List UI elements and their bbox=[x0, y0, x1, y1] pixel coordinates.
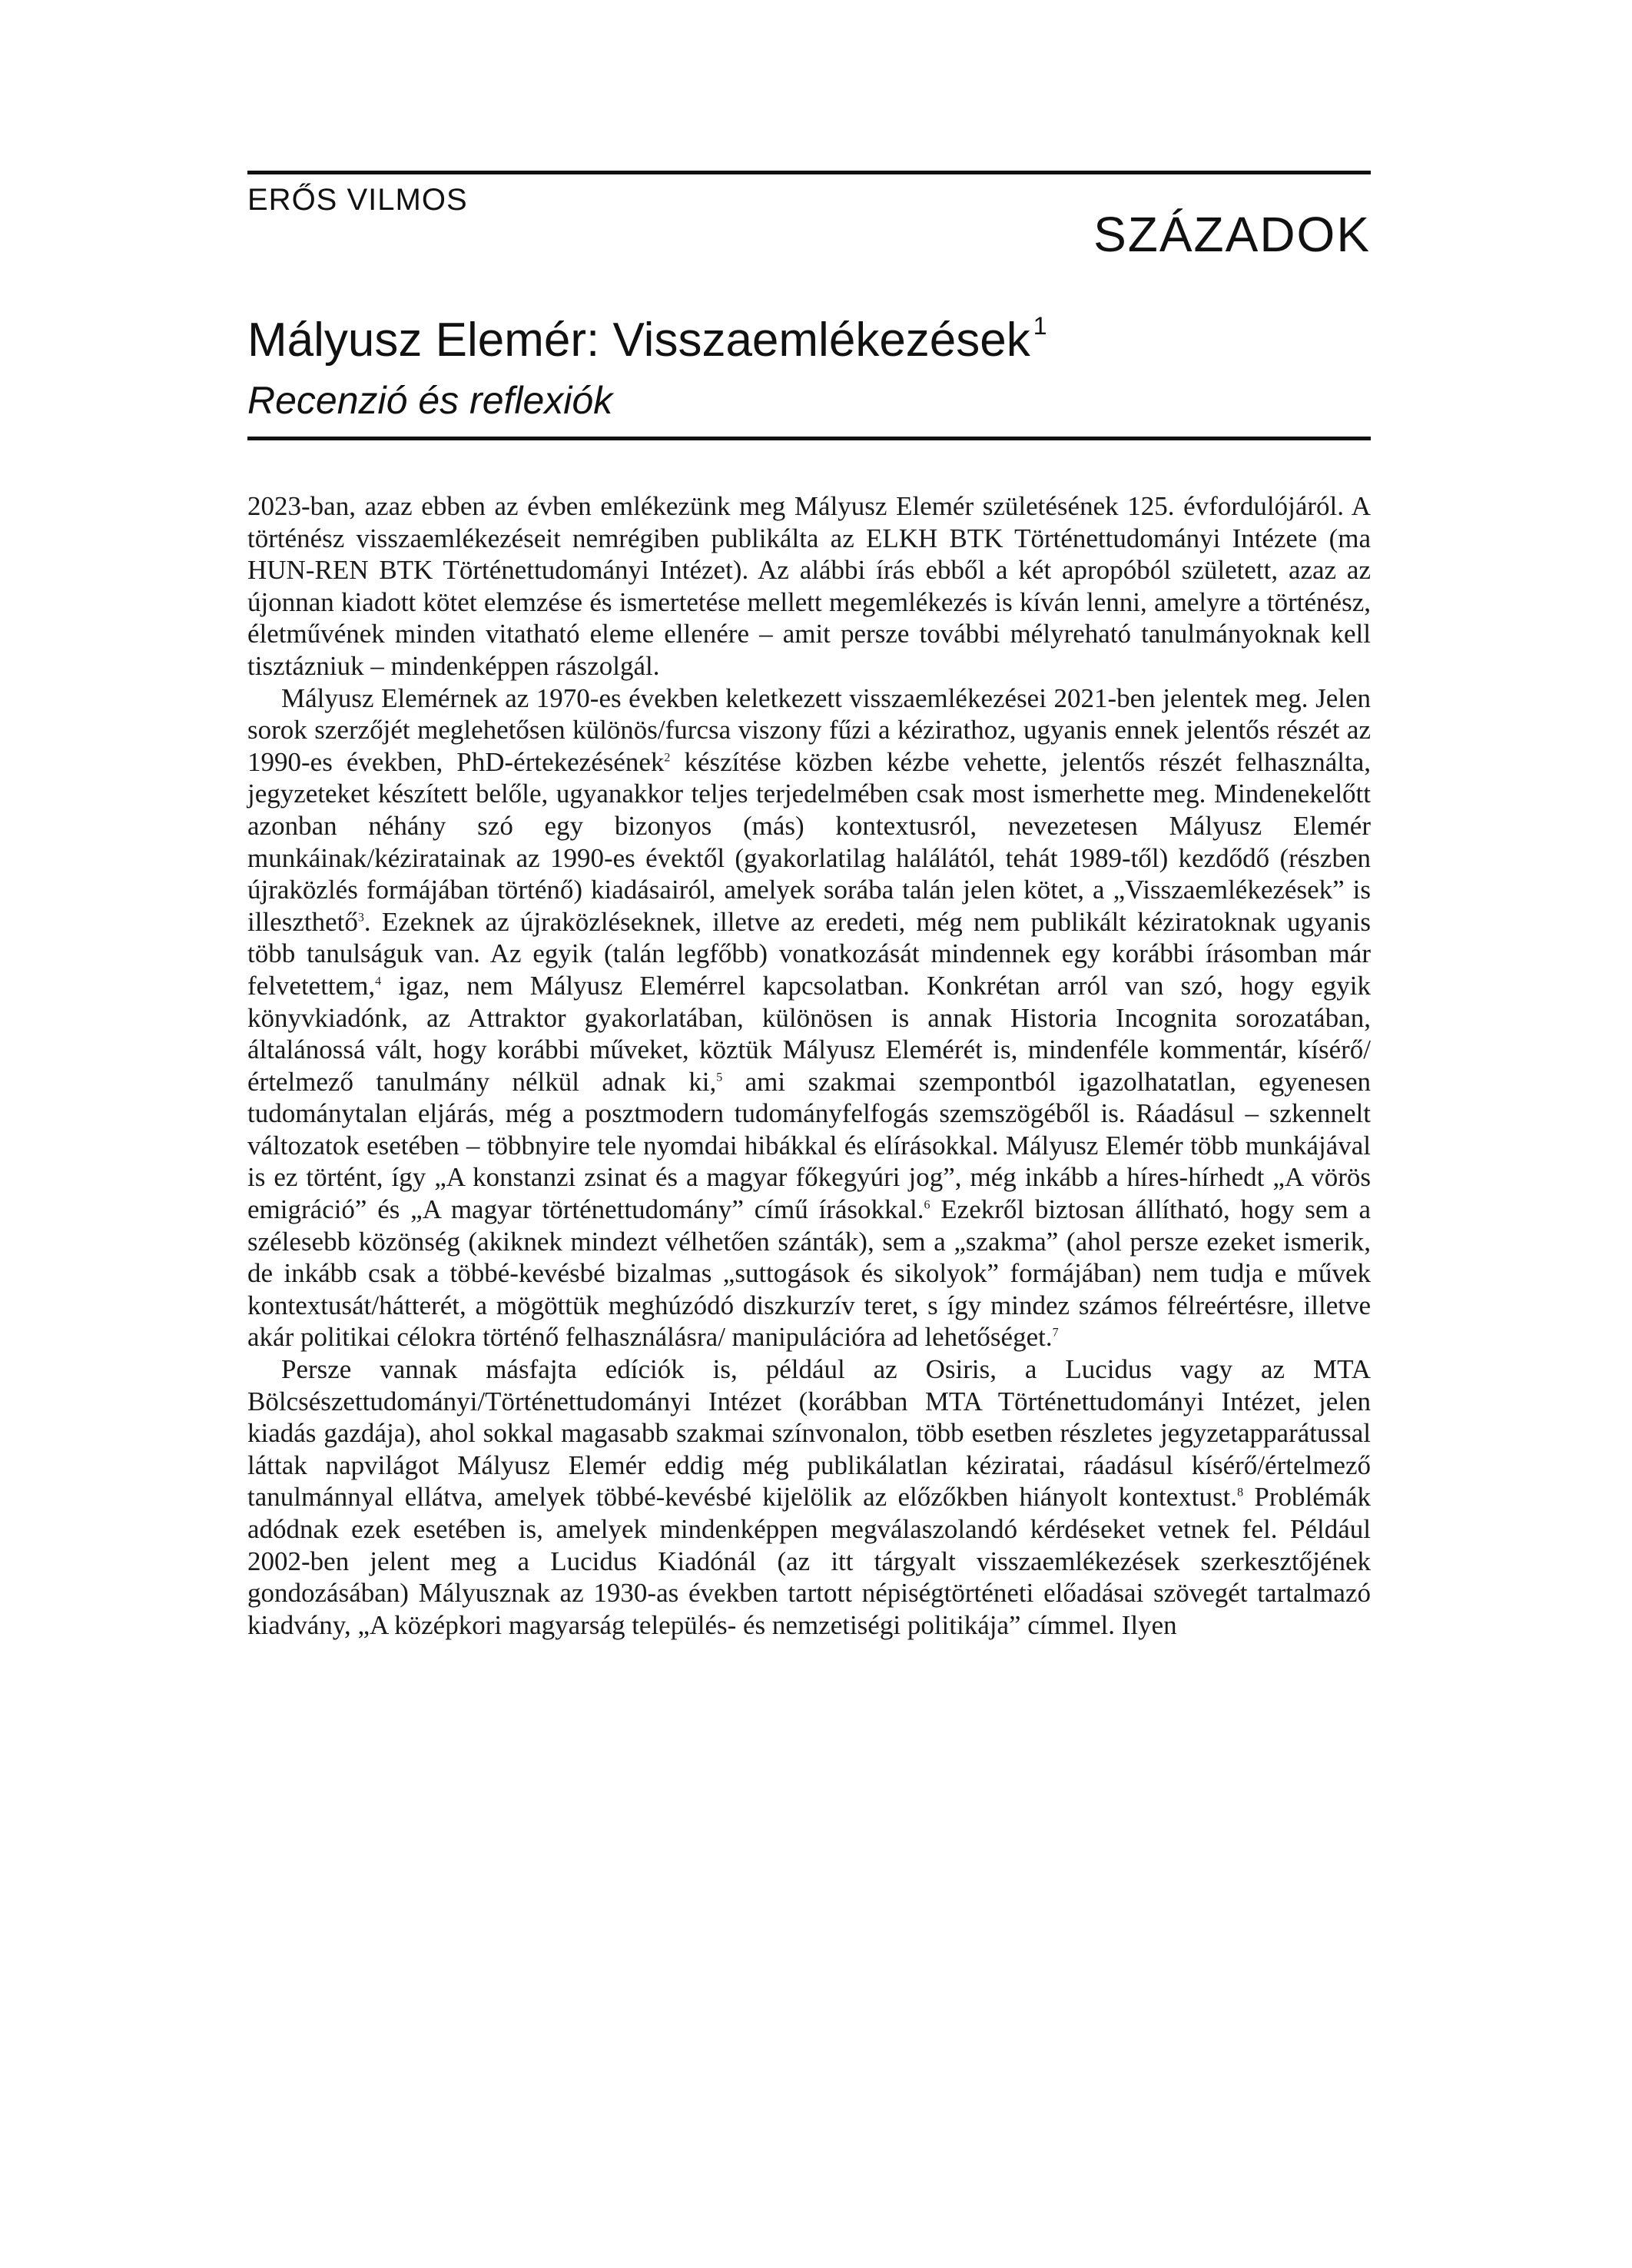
journal-name: SZÁZADOK bbox=[1093, 207, 1371, 262]
body-text-segment: 2023-ban, azaz ebben az évben emlékezünk meg Mályusz Elemér születésének 125. évfordulójáról. A történész visszaemlékezéseit nemrégiben publikálta az ELKH BTK Történettudományi Intézete (ma HUN-REN BTK Történettudományi Intézet). Az alábbi írás ebből a két apropóból született, azaz az újonnan kiadott kötet elemzése és ismertetése mellett megemlékezés is kíván lenni, amelyre a történész, életművének minden vitatható eleme ellenére – amit persze további mélyreható tanulmányoknak kell tisztázniuk – mindenképpen rászolgál. bbox=[247, 491, 1371, 681]
body-text-segment: igaz, nem Mályusz Elemérrel kapcsolatban. Konkrétan arról van szó, hogy egyik könyvkiadónk, az Attraktor gyakorlatában, különösen is annak Historia Incognita sorozatában, általánossá vált, hogy korábbi műveket, köztük Mályusz Elemérét is, mindenféle kommentár, kísérő/értelmező tanulmány nélkül adnak ki, bbox=[247, 970, 1371, 1097]
header-top-rule bbox=[247, 171, 1371, 174]
footnote-marker[interactable]: 5 bbox=[716, 1071, 723, 1084]
footnote-marker[interactable]: 8 bbox=[1237, 1486, 1244, 1499]
body-text-segment: . Ezeknek az újraközléseknek, illetve az eredeti, még nem publikált kéziratoknak ugyanis több tanulságuk van. Az egyik (talán legfőbb) vonatkozását mindennek egy korábbi írásomban már felvetettem, bbox=[247, 906, 1371, 1001]
author-name: ERŐS VILMOS bbox=[247, 183, 468, 217]
article-title bbox=[247, 312, 1047, 367]
footnote-marker[interactable]: 3 bbox=[357, 911, 364, 925]
footnote-marker[interactable]: 2 bbox=[664, 751, 671, 765]
body-paragraph bbox=[247, 1353, 1371, 1641]
body-text-segment: Ezekről biztosan állítható, hogy sem a szélesebb közönség (akiknek mindezt vélhetően szánták), sem a „szakma” (ahol persze ezeket ismerik, de inkább csak a többé-kevésbé bizalmas „suttogások és sikolyok” formájában) nem tudja e művek kontextusát/hátterét, a mögöttük meghúzódó diszkurzív teret, s így mindez számos félreértésre, illetve akár politikai célokra történő felhasználásra/ manipulációra ad lehetőséget. bbox=[247, 1194, 1371, 1353]
body-text-segment: Mályusz Elemérnek az 1970-es években keletkezett visszaemlékezései 2021-ben jelentek meg. Jelen sorok szerzőjét meglehetősen különös/furcsa viszony fűzi a kézirathoz, ugyanis ennek jelentős részét az 1990-es években, PhD-értekezésének bbox=[247, 682, 1371, 777]
body-text-segment: ami szakmai szempontból igazolhatatlan, egyenesen tudománytalan eljárás, még a posztmodern tudományfelfogás szemszögéből is. Ráadásul – szkennelt változatok esetében – többnyire tele nyomdai hibákkal és elírásokkal. Mályusz Elemér több munkájával is ez történt, így „A konstanzi zsinat és a magyar főkegyúri jog”, még inkább a híres-hírhedt „A vörös emigráció” és „A magyar történettudomány” című írásokkal. bbox=[247, 1066, 1371, 1225]
footnote-marker[interactable]: 6 bbox=[924, 1198, 930, 1212]
article-subtitle: Recenzió és reflexiók bbox=[247, 379, 613, 422]
footnote-marker[interactable]: 4 bbox=[375, 975, 382, 988]
body-text-segment: Persze vannak másfajta edíciók is, például az Osiris, a Lucidus vagy az MTA Bölcsészettudományi/Történettudományi Intézet (korábban MTA Történettudományi Intézet, jelen kiadás gazdája), ahol sokkal magasabb szakmai színvonalon, több esetben részletes jegyzetapparátussal láttak napvilágot Mályusz Elemér eddig még publikálatlan kéziratai, ráadásul kísérő/értelmező tanulmánnyal ellátva, amelyek többé-kevésbé kijelölik az előzőkben hiányolt kontextust. bbox=[247, 1354, 1371, 1513]
footnote-marker[interactable]: 7 bbox=[1052, 1326, 1059, 1340]
body-text-segment: készítése közben kézbe vehette, jelentős részét felhasználta, jegyzeteket készített belőle, ugyanakkor teljes terjedelmében csak most ismerhette meg. Mindenekelőtt azonban néhány szó egy bizonyos (más) kontextusról, nevezetesen Mályusz Elemér munkáinak/kéziratainak az 1990-es évektől (gyakorlatilag halálától, tehát 1989-től) kezdődő (részben újraközlés formájában történő) kiadásairól, amelyek sorába talán jelen kötet, a „Visszaemlékezések” is illeszthető bbox=[247, 746, 1371, 937]
header-bottom-rule bbox=[247, 437, 1371, 440]
article-title-text: Mályusz Elemér: Visszaemlékezések bbox=[247, 314, 1030, 367]
article-body bbox=[247, 490, 1371, 1641]
body-paragraph bbox=[247, 490, 1371, 682]
body-paragraph bbox=[247, 682, 1371, 1353]
body-text-segment: Problémák adódnak ezek esetében is, amelyek mindenképpen megválaszolandó kérdéseket vetnek fel. Például 2002-ben jelent meg a Lucidus Kiadónál (az itt tárgyalt visszaemlékezések szerkesztőjének gondozásában) Mályusznak az 1930-as években tartott népiségtörténeti előadásai szövegét tartalmazó kiadvány, „A középkori magyarság település- és nemzetiségi politikája” címmel. Ilyen bbox=[247, 1482, 1372, 1640]
title-footnote-marker: 1 bbox=[1033, 312, 1047, 340]
